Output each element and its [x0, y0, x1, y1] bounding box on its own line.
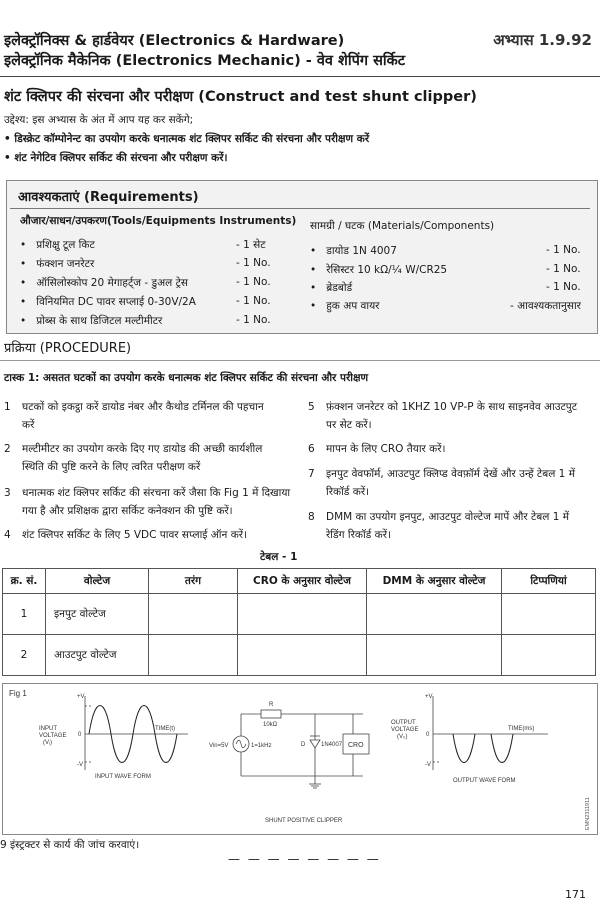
- output-caption: OUTPUT WAVE FORM: [453, 778, 516, 784]
- procedure-step: 3 धनात्मक शंट क्लिपर सर्किट की संरचना करें जैसा कि Fig 1 में दिखाया गया है और प्रशिक्षक द्वारा सर्किट कनेक्शन की पुष्टि करें।: [4, 487, 291, 517]
- tool-item: • प्रोब्स के साथ डिजिटल मल्टीमीटर: [20, 315, 163, 327]
- tool-qty: - 1 No.: [236, 276, 271, 288]
- input-time-label: TIME(t): [155, 726, 175, 732]
- table-header: टिप्पणियां: [502, 569, 596, 594]
- objectives-intro: उद्देश्य: इस अभ्यास के अंत में आप यह कर सकेंगे;: [4, 114, 194, 126]
- table-header: DMM के अनुसार वोल्टेज: [367, 569, 502, 594]
- procedure-step: 2 मल्टीमीटर का उपयोग करके दिए गए डायोड की अच्छी कार्यशील स्थिति की पुष्टि करने के लिए त्वरित परीक्षण करें: [4, 443, 263, 473]
- output-label: (V₀): [397, 734, 408, 740]
- tool-qty: - 1 सेट: [236, 239, 266, 251]
- table-row: [3, 635, 596, 676]
- table-cell: [502, 635, 596, 676]
- materials-heading: सामग्री / घटक (Materials/Components): [310, 220, 495, 232]
- tool-item: • फंक्शन जनरेटर: [20, 258, 95, 270]
- procedure-heading: प्रक्रिया (PROCEDURE): [4, 341, 132, 356]
- output-plus-v: +V: [425, 694, 433, 700]
- table-cell: [367, 635, 502, 676]
- figure-1: [2, 683, 598, 835]
- objective-text: डिस्क्रेट कॉम्पोनेन्ट का उपयोग करके धनात्मक शंट क्लिपर सर्किट की संरचना और परीक्षण करें: [14, 133, 370, 145]
- procedure-step: 6 मापन के लिए CRO तैयार करें।: [308, 443, 446, 455]
- objective-item: • शंट नेगेटिव क्लिपर सर्किट की संरचना और परीक्षण करें।: [4, 152, 228, 164]
- output-time-label: TIME(ms): [508, 726, 535, 732]
- input-label: INPUT: [39, 726, 57, 732]
- table-cell: 2: [3, 635, 46, 676]
- procedure-step: 5 फ़ंक्शन जनरेटर को 1KHZ 10 VP-P के साथ साइनवेव आउटपुट पर सेट करें।: [308, 401, 578, 431]
- output-label: VOLTAGE: [391, 727, 419, 733]
- table-header: क्र. सं.: [3, 569, 46, 594]
- tool-item: • प्रशिक्षु टूल किट: [20, 239, 95, 251]
- objective-item: • डिस्क्रेट कॉम्पोनेन्ट का उपयोग करके धनात्मक शंट क्लिपर सर्किट की संरचना और परीक्षण करें: [4, 133, 370, 145]
- page-title: शंट क्लिपर की संरचना और परीक्षण (Construct and test shunt clipper): [4, 89, 477, 105]
- figure-code: EMN2311911: [585, 797, 591, 830]
- frequency-label: 1=1kHz: [251, 743, 272, 749]
- input-label: (Vᵢ): [43, 740, 52, 746]
- table-cell: आउटपुट वोल्टेज: [46, 635, 149, 676]
- page-number: 171: [565, 888, 586, 901]
- tool-qty: - 1 No.: [236, 257, 271, 269]
- source-label: Vin=5V: [209, 743, 229, 749]
- tools-heading: औजार/साधन/उपकरण(Tools/Equipments Instruments): [20, 215, 297, 227]
- table-cell: [149, 635, 238, 676]
- output-zero: 0: [426, 732, 430, 738]
- table-cell: [502, 594, 596, 635]
- table-cell: [238, 594, 367, 635]
- tool-qty: - 1 No.: [236, 314, 271, 326]
- procedure-step: 8 DMM का उपयोग इनपुट, आउटपुट वोल्टेज मापें और टेबल 1 में रेडिंग रिकॉर्ड करें।: [308, 511, 569, 541]
- material-item: • रेसिस्टर 10 kΩ/¼ W/CR25: [310, 264, 448, 276]
- material-qty: - आवश्यकतानुसार: [510, 300, 581, 312]
- tool-item: • ऑसिलोस्कोप 20 मेगाहर्ट्ज - डुअल ट्रेस: [20, 277, 189, 289]
- table-header: तरंग: [149, 569, 238, 594]
- material-qty: - 1 No.: [546, 244, 581, 256]
- requirements-divider: [10, 208, 590, 209]
- exercise-number: अभ्यास 1.9.92: [493, 31, 592, 49]
- circuit-caption: SHUNT POSITIVE CLIPPER: [265, 818, 343, 824]
- resistor-value: 10kΩ: [263, 722, 278, 728]
- table-header-row: [3, 569, 596, 594]
- header-line-2: इलेक्ट्रॉनिक मैकेनिक (Electronics Mechanic) - वेव शेपिंग सर्किट: [4, 53, 406, 69]
- footer-note: 9 इंस्ट्रक्टर से कार्य की जांच करवाएं।: [0, 839, 140, 851]
- material-item: • ब्रेडबोर्ड: [310, 282, 353, 294]
- table-cell: इनपुट वोल्टेज: [46, 594, 149, 635]
- output-label: OUTPUT: [391, 720, 416, 726]
- diode-label: 1N4007: [321, 742, 343, 748]
- circuit-figure: [3, 684, 597, 834]
- table-cell: [367, 594, 502, 635]
- figure-label: Fig 1: [9, 689, 27, 698]
- table-caption: टेबल - 1: [260, 551, 298, 563]
- tool-qty: - 1 No.: [236, 295, 271, 307]
- tool-item: • विनियमित DC पावर सप्लाई 0-30V/2A: [20, 296, 196, 308]
- procedure-step: 1 घटकों को इकट्ठा करें डायोड नंबर और कैथोड टर्मिनल की पहचान करें: [4, 401, 264, 431]
- task-title: टास्क 1: असतत घटकों का उपयोग करके धनात्मक शंट क्लिपर सर्किट की संरचना और परीक्षण: [4, 372, 369, 384]
- input-caption: INPUT WAVE FORM: [95, 774, 151, 780]
- material-qty: - 1 No.: [546, 263, 581, 275]
- table-cell: [149, 594, 238, 635]
- procedure-step: 7 इनपुट वेवफॉर्म, आउटपुट क्लिप्ड वेवफ़ॉर्म देखें और उन्हें टेबल 1 में रिकॉर्ड करें।: [308, 468, 575, 498]
- input-zero: 0: [78, 732, 82, 738]
- results-table: [2, 568, 596, 676]
- header-divider: [0, 76, 600, 77]
- table-cell: [238, 635, 367, 676]
- resistor-label: R: [269, 702, 274, 708]
- procedure-step: 4 शंट क्लिपर सर्किट के लिए 5 VDC पावर सप्लाई ऑन करें।: [4, 529, 248, 541]
- table-header: वोल्टेज: [46, 569, 149, 594]
- input-plus-v: +V: [77, 694, 85, 700]
- output-minus-v: -V: [425, 762, 431, 768]
- table-header: CRO के अनुसार वोल्टेज: [238, 569, 367, 594]
- requirements-title: आवश्यकताएं (Requirements): [18, 190, 199, 205]
- table-cell: 1: [3, 594, 46, 635]
- procedure-divider: [0, 360, 600, 361]
- diode-symbol-label: D: [301, 742, 306, 748]
- cro-label: CRO: [348, 742, 364, 749]
- material-qty: - 1 No.: [546, 281, 581, 293]
- input-minus-v: -V: [77, 762, 83, 768]
- material-item: • डायोड 1N 4007: [310, 245, 397, 257]
- input-label: VOLTAGE: [39, 733, 67, 739]
- material-item: • हुक अप वायर: [310, 300, 380, 312]
- header-line-1: इलेक्ट्रॉनिक्स & हार्डवेयर (Electronics & Hardware): [4, 33, 345, 49]
- objective-text: शंट नेगेटिव क्लिपर सर्किट की संरचना और परीक्षण करें।: [14, 152, 228, 164]
- output-clipped-wave: [453, 734, 513, 763]
- end-dashes: — — — — — — — —: [228, 852, 381, 866]
- table-row: [3, 594, 596, 635]
